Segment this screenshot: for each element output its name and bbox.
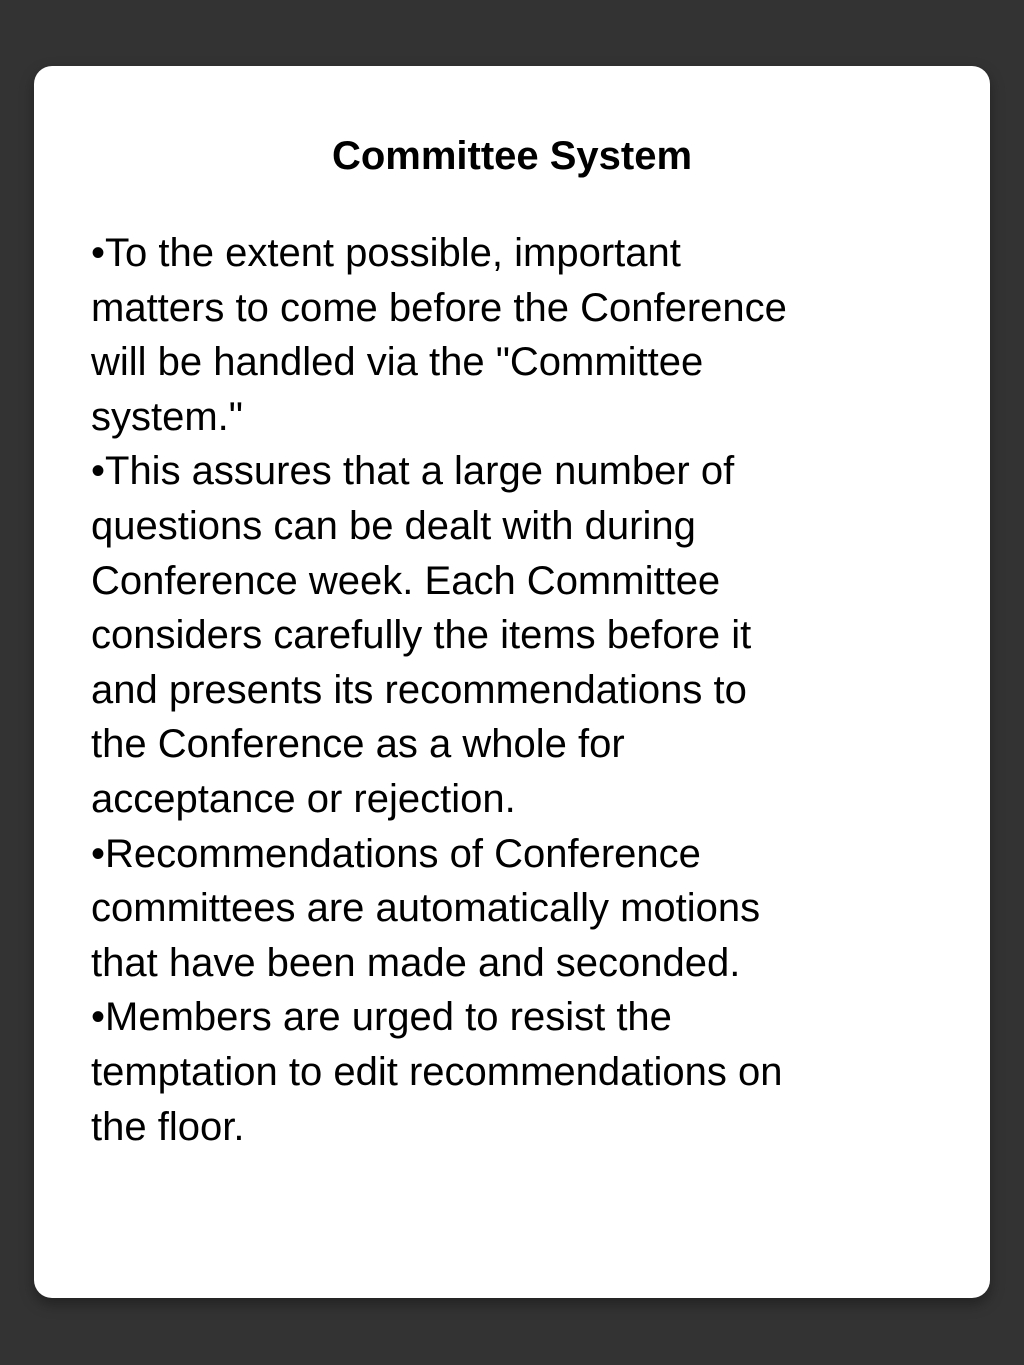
bullet-list bbox=[91, 226, 891, 1154]
bullet-item: •This assures that a large number of questions can be dealt with during Conference week. Each Committee considers carefully the items before it and presents its recommendations to the Conference as a whole for acceptance or rejection. bbox=[91, 449, 752, 821]
slide-title: Committee System bbox=[331, 134, 693, 178]
bullet-item: •To the extent possible, important matters to come before the Conference will be handled via the "Committee system." bbox=[91, 231, 787, 439]
bullet-item: •Members are urged to resist the temptation to edit recommendations on the floor. bbox=[91, 995, 783, 1149]
slide-card bbox=[34, 66, 990, 1298]
bullet-item: •Recommendations of Conference committees are automatically motions that have been made and seconded. bbox=[91, 831, 761, 985]
